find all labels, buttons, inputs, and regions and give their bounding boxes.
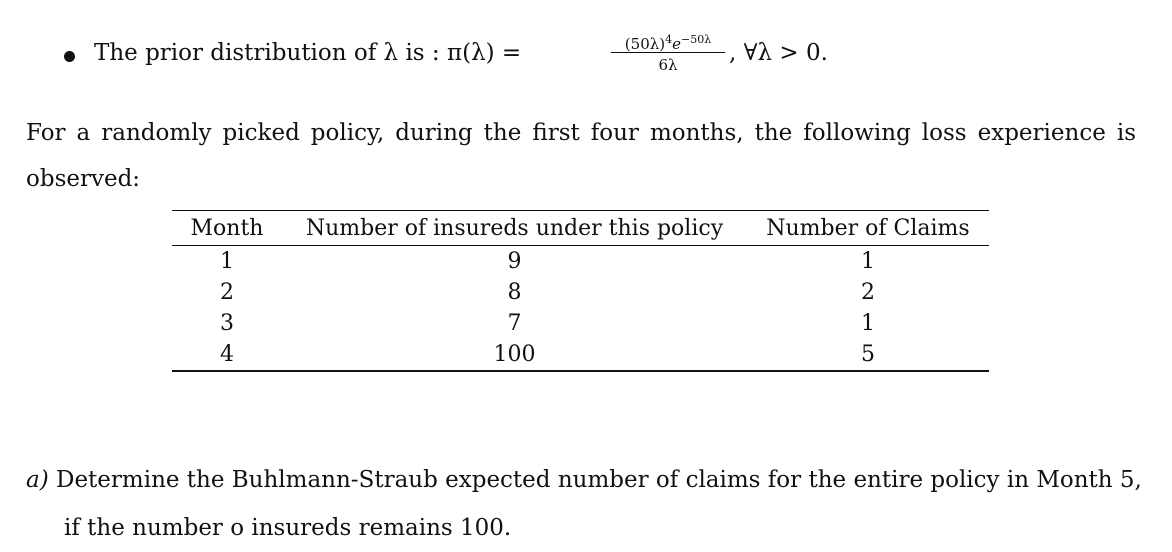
cell-insureds: 7 xyxy=(507,311,522,336)
question-line-2: if the number o insureds remains 100. xyxy=(64,515,512,541)
cell-insureds: 100 xyxy=(493,342,536,367)
fraction-numerator xyxy=(611,30,725,53)
prior-distribution-text: The prior distribution of λ is : π(λ) = xyxy=(94,40,522,66)
loss-experience-paragraph xyxy=(26,110,1146,202)
fraction-denominator: 6λ xyxy=(658,56,678,74)
table-row xyxy=(172,246,989,277)
cell-insureds: 9 xyxy=(507,249,522,274)
prior-fraction xyxy=(611,30,725,75)
cell-claims: 2 xyxy=(861,280,875,305)
cell-month: 3 xyxy=(220,311,234,336)
cell-claims: 1 xyxy=(861,249,875,274)
question-a xyxy=(26,456,1146,552)
table-row xyxy=(172,339,989,370)
table-grid xyxy=(172,211,989,245)
cell-claims: 5 xyxy=(861,342,875,367)
numerator-base: (50λ) xyxy=(624,35,666,53)
header-claims: Number of Claims xyxy=(766,215,970,241)
bullet-icon xyxy=(64,51,75,62)
table-body xyxy=(172,246,989,370)
table-bottom-rule xyxy=(172,370,989,372)
question-line-1 xyxy=(26,467,1142,493)
cell-month: 4 xyxy=(220,342,234,367)
cell-month: 2 xyxy=(220,280,234,305)
paragraph-line-2: observed: xyxy=(26,166,141,192)
cell-insureds: 8 xyxy=(507,280,522,305)
prior-distribution-domain: , ∀λ > 0. xyxy=(729,40,828,66)
numerator-e-exponent: −50λ xyxy=(681,33,712,46)
header-month: Month xyxy=(190,215,264,241)
header-insureds: Number of insureds under this policy xyxy=(305,215,724,241)
cell-month: 1 xyxy=(220,249,234,274)
table-header-row xyxy=(172,211,989,245)
question-text-1: Determine the Buhlmann-Straub expected number of claims for the entire policy in Month 5, xyxy=(56,467,1142,493)
numerator-exponent: 4 xyxy=(665,33,673,46)
loss-experience-table xyxy=(172,210,989,372)
numerator-e: e xyxy=(672,35,681,53)
table-row xyxy=(172,308,989,339)
table-row xyxy=(172,277,989,308)
cell-claims: 1 xyxy=(861,311,875,336)
paragraph-line-1: For a randomly picked policy, during the first four months, the following loss experience is xyxy=(26,120,1136,146)
question-label: a) xyxy=(26,467,49,493)
